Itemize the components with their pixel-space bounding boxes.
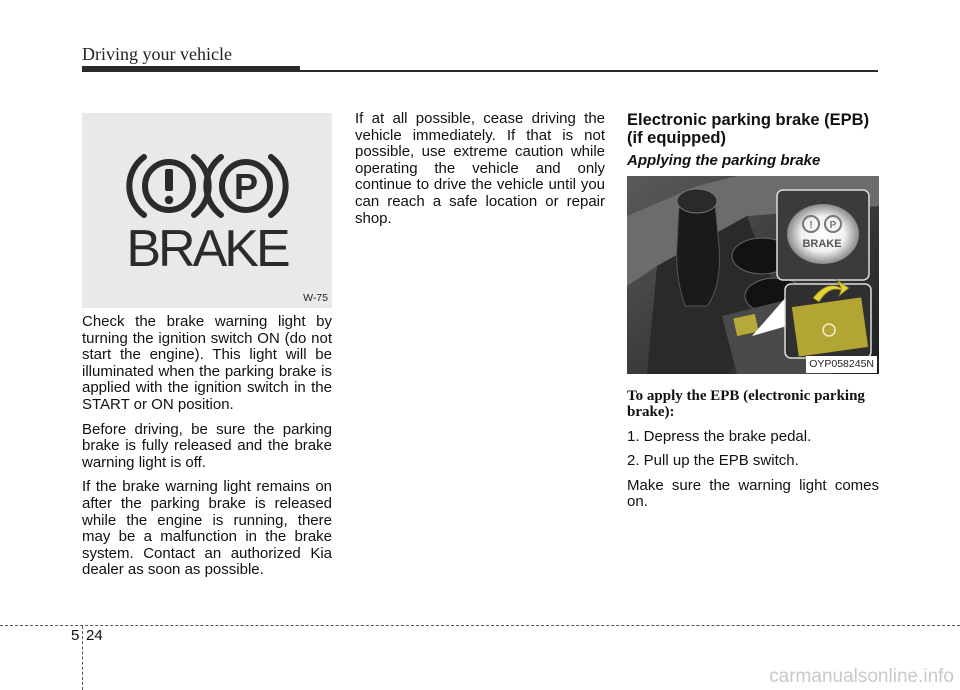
step-1: 1. Depress the brake pedal. [627,427,812,445]
warning-note: Make sure the warning light comes on. [627,476,879,511]
middle-column-text [355,111,605,235]
section-title: Electronic parking brake (EPB) (if equipped) [627,111,870,147]
figure-code: W-75 [303,292,328,304]
left-paragraph-1: Check the brake warning light by turning the ignition switch ON (do not start the engine). This light will be illuminated when the parking brake is applied with the ignition switch in the START or ON position. [82,313,332,413]
page-number: 24 [86,627,103,644]
epb-switch-photo [627,176,879,374]
chapter-number: 5 [71,627,80,644]
header-rule-thick [82,66,300,72]
photo-code: OYP058245N [806,356,877,373]
left-column-text [82,314,332,587]
svg-text:P: P [829,219,837,231]
svg-text:!: ! [809,219,813,231]
footer-rule [0,625,960,626]
left-paragraph-3: If the brake warning light remains on after the parking brake is released while the engine is running, there may be a malfunction in the brake system. Contact an authorized Kia dealer as soon as possible. [82,478,332,579]
svg-text:P: P [233,166,259,207]
subsection-title: Applying the parking brake [627,152,821,169]
header-rule-thin [300,70,878,72]
brake-warning-figure [82,113,332,308]
brake-word: BRAKE [126,220,288,278]
page-header-title: Driving your vehicle [82,44,232,64]
epb-intro: To apply the EPB (electronic parking brake): [627,387,865,421]
footer-vertical-rule [82,626,83,690]
brake-warning-symbol-icon [82,113,332,308]
left-paragraph-2: Before driving, be sure the parking brake is fully released and the brake warning light is off. [82,420,332,471]
watermark: carmanualsonline.info [769,666,954,687]
inset-brake-word: BRAKE [802,237,842,250]
middle-paragraph-1: If at all possible, cease driving the vehicle immediately. If that is not possible, use extreme caution while operating the vehicle and only continue to drive the vehicle until you can reach a safe location or repair shop. [355,110,605,227]
right-column [627,111,879,519]
console-illustration [627,176,879,374]
step-2: 2. Pull up the EPB switch. [627,452,799,470]
